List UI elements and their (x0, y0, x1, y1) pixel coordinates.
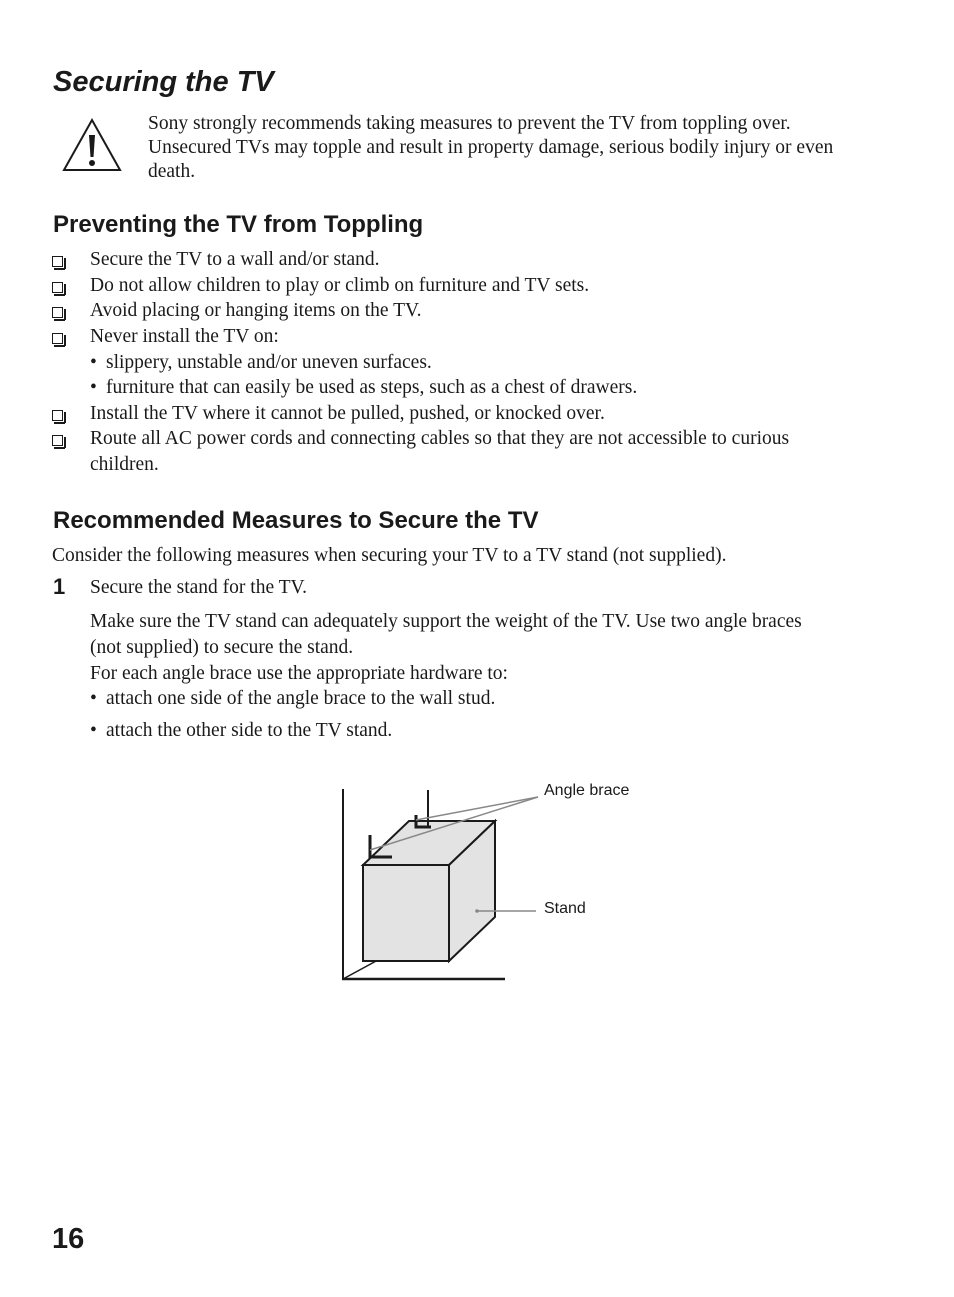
sub-list-item: slippery, unstable and/or uneven surfaces. (106, 352, 432, 373)
step-bullet: attach one side of the angle brace to the wall stud. (106, 688, 496, 709)
list-item-continuation: children. (90, 454, 159, 475)
bullet-icon: • (90, 352, 97, 373)
label-stand: Stand (544, 900, 586, 917)
bullet-icon: • (90, 720, 97, 741)
step-paragraph-2: For each angle brace use the appropriate hardware to: (90, 663, 508, 684)
step-number: 1 (53, 574, 66, 599)
section-heading-measures: Recommended Measures to Secure the TV (53, 507, 539, 534)
warning-line-3: death. (148, 161, 196, 182)
sub-list-item: furniture that can easily be used as steps, such as a chest of drawers. (106, 377, 638, 398)
page-title: Securing the TV (53, 66, 274, 98)
checkbox-icon (52, 282, 63, 293)
step-text: Secure the stand for the TV. (90, 577, 307, 598)
list-item: Never install the TV on: (90, 326, 279, 347)
step-bullet: attach the other side to the TV stand. (106, 720, 393, 741)
bullet-icon: • (90, 688, 97, 709)
stand-illustration (330, 780, 650, 990)
checkbox-icon (52, 307, 63, 318)
step-paragraph-line-2: (not supplied) to secure the stand. (90, 637, 354, 658)
list-item: Avoid placing or hanging items on the TV. (90, 300, 422, 321)
bullet-icon: • (90, 377, 97, 398)
list-item: Do not allow children to play or climb on furniture and TV sets. (90, 275, 590, 296)
list-item: Secure the TV to a wall and/or stand. (90, 249, 380, 270)
page-number: 16 (52, 1223, 85, 1255)
step-paragraph-line-1: Make sure the TV stand can adequately support the weight of the TV. Use two angle braces (90, 611, 802, 632)
section-intro: Consider the following measures when securing your TV to a TV stand (not supplied). (52, 545, 727, 566)
checkbox-icon (52, 256, 63, 267)
checkbox-icon (52, 410, 63, 421)
warning-icon (62, 117, 124, 173)
warning-line-2: Unsecured TVs may topple and result in property damage, serious bodily injury or even (148, 137, 834, 158)
list-item: Install the TV where it cannot be pulled, pushed, or knocked over. (90, 403, 605, 424)
list-item: Route all AC power cords and connecting cables so that they are not accessible to curious (90, 428, 790, 449)
warning-line-1: Sony strongly recommends taking measures to prevent the TV from toppling over. (148, 113, 791, 134)
checkbox-icon (52, 435, 63, 446)
checkbox-icon (52, 333, 63, 344)
section-heading-toppling: Preventing the TV from Toppling (53, 211, 424, 238)
label-angle-brace: Angle brace (544, 782, 630, 799)
